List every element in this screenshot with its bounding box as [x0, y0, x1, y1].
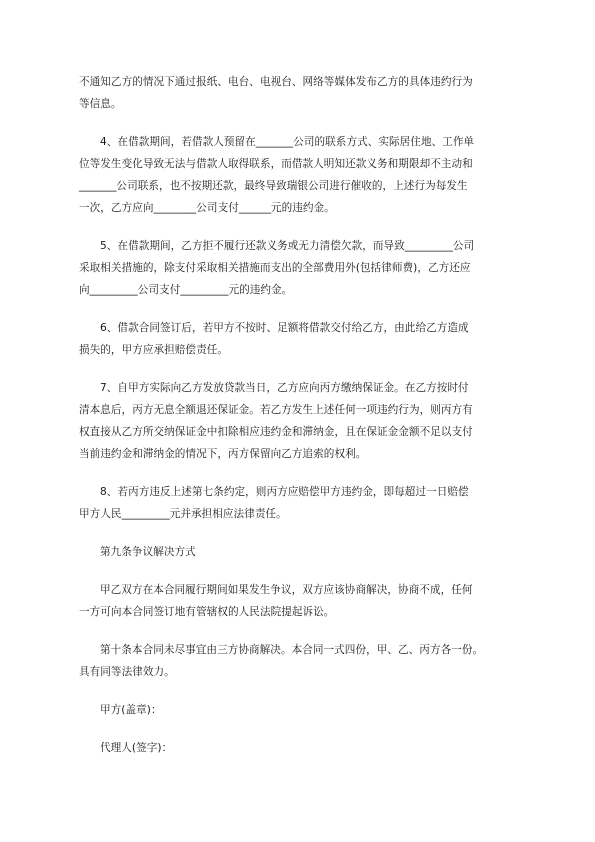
text-line: 等信息。 [79, 98, 122, 110]
text-line: 具有同等法律效力。 [79, 666, 175, 678]
text-line: 采取相关措施的，除支付采取相关措施而支出的全部费用外(包括律师费)，乙方还应 [79, 262, 471, 274]
text-line: 甲方人民_________元并承担相应法律责任。 [79, 508, 287, 520]
text-line: _______公司联系，也不按期还款，最终导致瑞银公司进行催收的，上述行为每发生 [79, 180, 468, 192]
text-line: 7、自甲方实际向乙方发放贷款当日，乙方应向丙方缴纳保证金。在乙方按时付 [100, 382, 469, 394]
text-line: 8、若丙方违反上述第七条约定，则丙方应赔偿甲方违约金，即每超过一日赔偿 [100, 486, 469, 498]
text-line: 一次，乙方应向________公司支付______元的违约金。 [79, 202, 335, 214]
section-heading: 第九条争议解决方式 [100, 546, 196, 558]
text-line: 6、借款合同签订后，若甲方不按时、足额将借款交付给乙方，由此给乙方造成 [100, 322, 469, 334]
text-line: 甲乙双方在本合同履行期间如果发生争议，双方应该协商解决，协商不成，任何 [100, 584, 473, 596]
text-line: 当前违约金和滞纳金的情况下，丙方保留向乙方追索的权利。 [79, 448, 367, 460]
text-line: 向_________公司支付_________元的违约金。 [79, 284, 293, 296]
text-line: 不通知乙方的情况下通过报纸、电台、电视台、网络等媒体发布乙方的具体违约行为 [79, 76, 473, 88]
text-line: 第十条本合同未尽事宜由三方协商解决。本合同一式四份，甲、乙、丙方各一份。 [100, 644, 484, 656]
text-line: 一方可向本合同签订地有管辖权的人民法院提起诉讼。 [79, 606, 335, 618]
agent-signature-label: 代理人(签字)： [100, 742, 173, 754]
text-line: 位等发生变化导致无法与借款人取得联系，而借款人明知还款义务和期限却不主动和 [79, 158, 473, 170]
text-line: 损失的，甲方应承担赔偿责任。 [79, 344, 229, 356]
party-a-seal-label: 甲方(盖章)： [100, 704, 162, 716]
text-line: 清本息后，丙方无息全额退还保证金。若乙方发生上述任何一项违约行为，则丙方有 [79, 404, 473, 416]
text-line: 权直接从乙方所交纳保证金中扣除相应违约金和滞纳金，且在保证金金额不足以支付 [79, 426, 473, 438]
text-line: 5、在借款期间，乙方拒不履行还款义务或无力清偿欠款，而导致_________公司 [100, 240, 475, 252]
text-line: 4、在借款期间，若借款人预留在_______公司的联系方式、实际居住地、工作单 [100, 136, 475, 148]
